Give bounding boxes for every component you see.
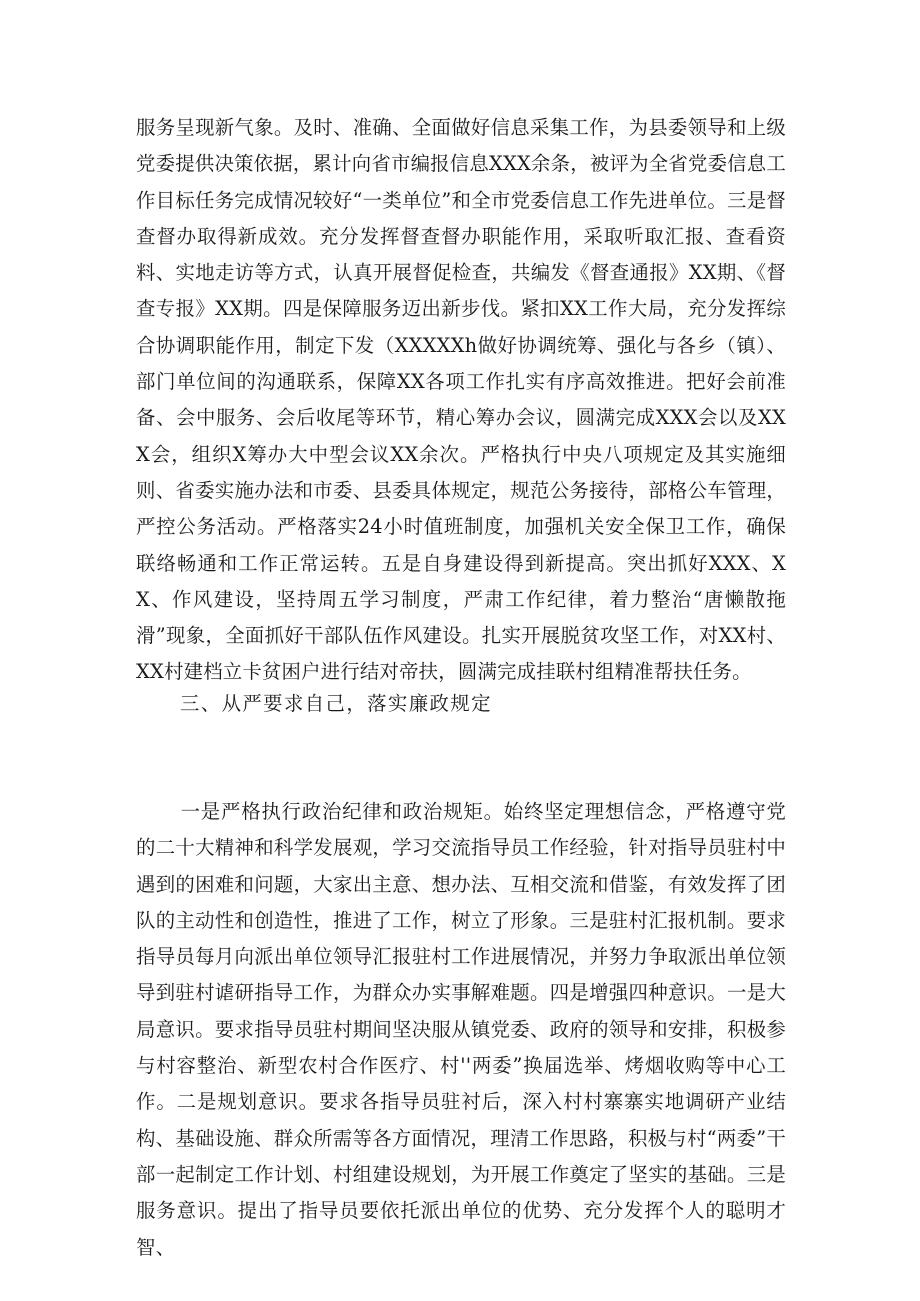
body-paragraph-discipline-text: 一是严格执行政治纪律和政治规矩。始终坚定理想信念，严格遵守党的二十大精神和科学发展观，学习交流指导员工作经验，针对指导员驻村中遇到的困难和问题，大家出主意、想办法、互相交流和借鉴，有效发挥了团队的主动性和创造性，推进了工作，树立了形象。三是驻村汇报机制。要求指导员每月向派出单位领导汇报驻村工作进展情况，并努力争取派出单位领导到驻村谑研指导工作，为群众办实事解难题。四是增强四种意识。一是大局意识。要求指导员驻村期间坚决服从镇党委、政府的领导和安排，积极参与村容整治、新型农村合作医疗、村''两委”换届选举、烤烟收购等中心工作。二是规划意识。要求各指导员驻衬后，深入村村寨寨实地调研产业结构、基础设施、群众所需等各方面情况，理清工作思路，积极与村“两委”干部一起制定工作计划、村组建设规划，为开展工作奠定了坚实的基础。三是服务意识。提出了指导员要依托派出单位的优势、充分发挥个人的聪明才智、 [136,800,786,1259]
body-paragraph-work-summary: 服务呈现新气象。及时、准确、全面做好信息采集工作，为县委领导和上级党委提供决策依据，累计向省市编报信息XXX余条，被评为全省党委信息工作目标任务完成情况较好“一类单位”和全市党委信息工作先进单位。三是督查督办取得新成效。充分发挥督查督办职能作用，采取听取汇报、查看资料、实地走访等方式，认真开展督促检查，共编发《督查通报》XX期、《督查专报》XX期。四是保障服务迈出新步伐。紧扣XX工作大局，充分发挥综合协调职能作用，制定下发（XXXXXh做好协调统筹、强化与各乡（镇）、部门单位间的沟通联系，保障XX各项工作扎实有序高效推进。把好会前准备、会中服务、会后收尾等环节，精心筹办会议，圆满完成XXX会以及XXX会，组织X筹办大中型会议XX余次。严格执行中央八项规定及其实施细则、省委实施办法和市委、县委具体规定，规范公务接待，部格公车管理，严控公务活动。严格落实24小时值班制度，加强机关安全保卫工作，确保联络畅通和工作正常运转。五是自身建设得到新提高。突出抓好XXX、XX、作风建设，坚持周五学习制度，严肃工作纪律，着力整治“唐懒散拖滑”现象，全面抓好干部队伍作风建设。扎实开展脱贫攻坚工作，对XX村、XX村建档立卡贫困户进行结对帝扶，圆满完成挂联村组精准帮扶任务。 [136,116,786,684]
section-heading-integrity: 三、从严要求自己，落实廉政规定 [180,692,492,715]
body-paragraph-discipline [136,794,786,1266]
